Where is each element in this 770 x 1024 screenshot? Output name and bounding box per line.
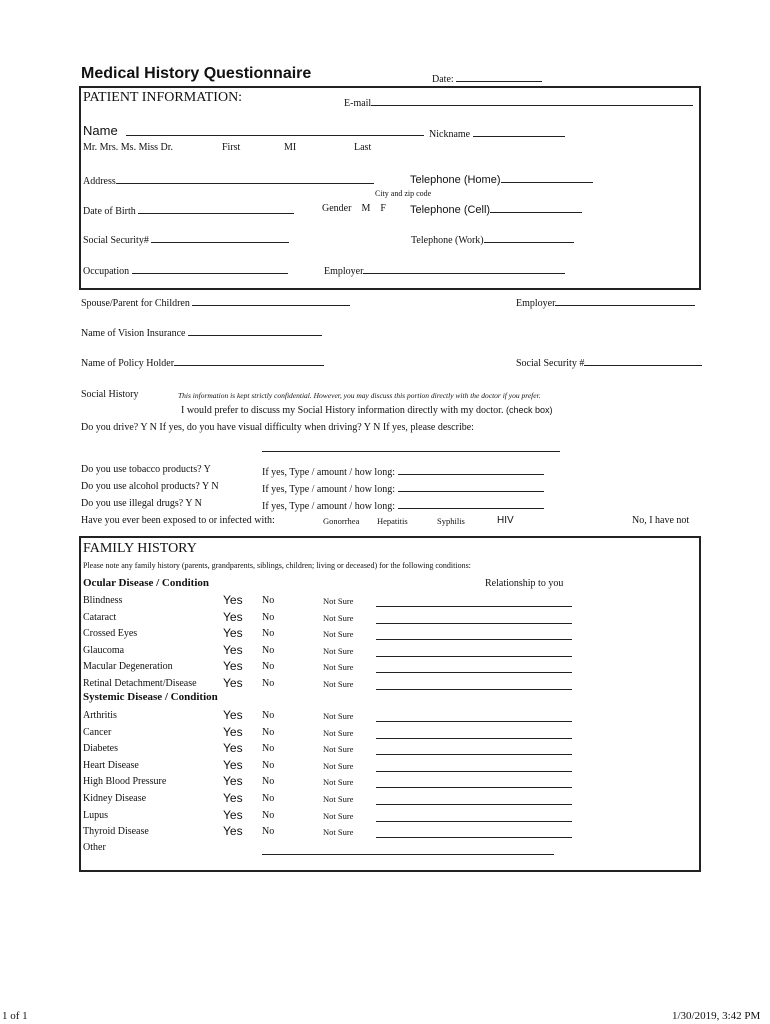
phone-work-field[interactable]	[484, 232, 574, 243]
spouse-employer-row: Employer	[516, 295, 695, 309]
not-sure-option[interactable]: Not Sure	[323, 679, 354, 689]
yes-option[interactable]: Yes	[223, 609, 243, 624]
family-history-heading: FAMILY HISTORY	[83, 541, 197, 556]
spouse-row: Spouse/Parent for Children	[81, 295, 350, 309]
patient-info-section	[79, 86, 701, 290]
condition-name: Kidney Disease	[83, 793, 147, 804]
condition-name: Lupus	[83, 809, 108, 821]
gonorrhea-option[interactable]: Gonorrhea	[323, 516, 360, 526]
page-number: 1 of 1	[2, 1010, 28, 1022]
ssn-row: Social Security#	[83, 232, 289, 246]
policy-ssn-field[interactable]	[584, 355, 702, 366]
no-option[interactable]: No	[262, 759, 275, 771]
no-option[interactable]: No	[262, 628, 275, 640]
not-sure-option[interactable]: Not Sure	[323, 744, 354, 755]
hepatitis-option[interactable]: Hepatitis	[377, 516, 408, 526]
yes-option[interactable]: Yes	[223, 642, 243, 657]
yes-option[interactable]: Yes	[223, 791, 243, 805]
condition-name: Retinal Detachment/Disease	[83, 678, 197, 689]
relationship-field[interactable]	[376, 761, 572, 772]
not-sure-option[interactable]: Not Sure	[323, 760, 354, 771]
date-label: Date:	[432, 71, 542, 85]
phone-home-field[interactable]	[501, 172, 593, 183]
no-option[interactable]: No	[262, 644, 275, 656]
vision-insurance-field[interactable]	[188, 325, 322, 336]
not-sure-option[interactable]: Not Sure	[323, 662, 354, 673]
relationship-field[interactable]	[376, 646, 572, 657]
ssn-field[interactable]	[151, 232, 289, 243]
condition-name: Cataract	[83, 611, 117, 623]
condition-name: Arthritis	[83, 710, 117, 721]
mi-label: MI	[284, 142, 297, 153]
not-sure-option[interactable]: Not Sure	[323, 777, 354, 788]
not-sure-option[interactable]: Not Sure	[323, 629, 354, 640]
yes-option[interactable]: Yes	[223, 757, 243, 772]
relationship-field[interactable]	[376, 777, 572, 788]
no-option[interactable]: No	[262, 611, 275, 623]
dob-row: Date of Birth	[83, 203, 294, 217]
relationship-field[interactable]	[376, 794, 572, 805]
systemic-heading: Systemic Disease / Condition	[83, 691, 218, 703]
tobacco-detail-row: If yes, Type / amount / how long:	[262, 464, 544, 478]
not-sure-option[interactable]: Not Sure	[323, 810, 354, 821]
yes-option[interactable]: Yes	[223, 774, 243, 789]
date-field[interactable]	[456, 71, 542, 82]
name-label: Name	[83, 123, 118, 138]
yes-option[interactable]: Yes	[223, 824, 243, 839]
yes-option[interactable]: Yes	[223, 659, 243, 674]
not-sure-option[interactable]: Not Sure	[323, 727, 354, 738]
relationship-field[interactable]	[376, 629, 572, 640]
relationship-field[interactable]	[376, 728, 572, 739]
yes-option[interactable]: Yes	[223, 676, 243, 690]
gender-row: Gender M F	[322, 203, 386, 214]
prefer-discuss-row: I would prefer to discuss my Social History information directly with my doctor. (check box)	[181, 405, 553, 416]
drive-describe-field[interactable]	[262, 441, 560, 452]
no-option[interactable]: No	[262, 726, 275, 738]
syphilis-option[interactable]: Syphilis	[437, 516, 465, 526]
print-timestamp: 1/30/2019, 3:42 PM	[672, 1010, 761, 1022]
yes-option[interactable]: Yes	[223, 593, 243, 607]
condition-name: Macular Degeneration	[83, 661, 173, 673]
nickname-field[interactable]	[473, 126, 565, 137]
alcohol-detail-field[interactable]	[398, 481, 544, 492]
drugs-question: Do you use illegal drugs? Y N	[81, 498, 202, 509]
spouse-employer-field[interactable]	[555, 295, 695, 306]
not-sure-option[interactable]: Not Sure	[323, 827, 354, 838]
yes-option[interactable]: Yes	[223, 807, 243, 822]
salutations: Mr. Mrs. Ms. Miss Dr.	[83, 142, 174, 153]
ocular-heading: Ocular Disease / Condition	[83, 577, 210, 589]
no-option[interactable]: No	[262, 661, 275, 673]
relationship-field[interactable]	[376, 811, 572, 822]
alcohol-detail-row: If yes, Type / amount / how long:	[262, 481, 544, 495]
yes-option[interactable]: Yes	[223, 626, 243, 641]
spouse-field[interactable]	[192, 295, 350, 306]
city-zip-label: City and zip code	[375, 189, 432, 198]
employer-field[interactable]	[363, 263, 565, 274]
family-instructions: Please note any family history (parents, grandparents, siblings, children; living or deceased) for the following conditions:	[83, 561, 471, 570]
yes-option[interactable]: Yes	[223, 708, 243, 722]
not-sure-option[interactable]: Not Sure	[323, 794, 354, 804]
relationship-field[interactable]	[376, 679, 572, 690]
condition-name: Glaucoma	[83, 644, 125, 656]
tobacco-detail-field[interactable]	[398, 464, 544, 475]
phone-work-row: Telephone (Work)	[411, 232, 574, 246]
phone-home-row: Telephone (Home)	[410, 172, 593, 186]
not-sure-option[interactable]: Not Sure	[323, 596, 354, 606]
no-option[interactable]: No	[262, 826, 275, 838]
vision-insurance-row: Name of Vision Insurance	[81, 325, 322, 339]
no-option[interactable]: No	[262, 793, 275, 804]
phone-cell-row: Telephone (Cell)	[410, 202, 582, 216]
drive-question: Do you drive? Y N If yes, do you have visual difficulty when driving? Y N If yes, please describe:	[81, 422, 474, 433]
relationship-field[interactable]	[376, 662, 572, 673]
condition-name: Diabetes	[83, 743, 118, 755]
occupation-field[interactable]	[132, 263, 288, 274]
exposed-question: Have you ever been exposed to or infected with:	[81, 515, 275, 526]
relationship-field[interactable]	[376, 827, 572, 838]
no-option[interactable]: No	[262, 678, 275, 689]
no-option[interactable]: No	[262, 710, 275, 721]
drugs-detail-field[interactable]	[398, 498, 544, 509]
condition-name: Crossed Eyes	[83, 628, 138, 640]
no-option[interactable]: No	[262, 743, 275, 755]
name-field[interactable]	[126, 125, 424, 136]
relationship-field[interactable]	[376, 744, 572, 755]
nickname-row: Nickname	[429, 126, 565, 140]
dob-field[interactable]	[138, 203, 294, 214]
tobacco-question: Do you use tobacco products? Y	[81, 464, 211, 475]
address-field[interactable]	[116, 173, 374, 184]
yes-option[interactable]: Yes	[223, 724, 243, 739]
hiv-option[interactable]: HIV	[497, 515, 514, 526]
no-option[interactable]: No	[262, 595, 275, 606]
drugs-detail-row: If yes, Type / amount / how long:	[262, 498, 544, 512]
last-label: Last	[354, 142, 372, 153]
occupation-row: Occupation	[83, 263, 288, 277]
condition-name: Heart Disease	[83, 759, 139, 771]
condition-name: High Blood Pressure	[83, 776, 167, 788]
relationship-field[interactable]	[376, 613, 572, 624]
no-option[interactable]: No	[262, 809, 275, 821]
confidential-note: This information is kept strictly confidential. However, you may discuss this portion directly with the doctor if you prefer.	[178, 391, 541, 400]
email-field[interactable]	[371, 95, 693, 106]
other-label: Other	[83, 842, 106, 853]
phone-cell-field[interactable]	[490, 202, 582, 213]
policy-ssn-row: Social Security #	[516, 355, 702, 369]
condition-name: Cancer	[83, 726, 112, 738]
not-sure-option[interactable]: Not Sure	[323, 711, 354, 721]
policy-holder-row: Name of Policy Holder	[81, 355, 324, 369]
relationship-field[interactable]	[376, 596, 572, 607]
condition-name: Blindness	[83, 595, 123, 606]
employer-row: Employer	[324, 263, 565, 277]
form-title: Medical History Questionnaire	[81, 65, 312, 82]
patient-info-heading: PATIENT INFORMATION:	[83, 90, 243, 105]
relationship-label: Relationship to you	[485, 578, 564, 589]
gender-m-option[interactable]: M	[361, 203, 371, 214]
other-field[interactable]	[262, 844, 554, 855]
no-option[interactable]: No	[262, 776, 275, 788]
policy-holder-field[interactable]	[174, 355, 324, 366]
relationship-field[interactable]	[376, 711, 572, 722]
social-history-label: Social History	[81, 389, 139, 400]
address-row: Address	[83, 173, 374, 187]
no-i-have-not-option[interactable]: No, I have not	[632, 515, 690, 526]
email-row: E-mail	[344, 95, 693, 109]
prefer-check-box[interactable]: (check box)	[505, 405, 553, 415]
yes-option[interactable]: Yes	[223, 741, 243, 756]
condition-name: Thyroid Disease	[83, 826, 149, 838]
not-sure-option[interactable]: Not Sure	[323, 612, 354, 623]
gender-f-option[interactable]: F	[380, 203, 386, 214]
alcohol-question: Do you use alcohol products? Y N	[81, 481, 219, 492]
not-sure-option[interactable]: Not Sure	[323, 645, 354, 656]
first-label: First	[222, 142, 241, 153]
